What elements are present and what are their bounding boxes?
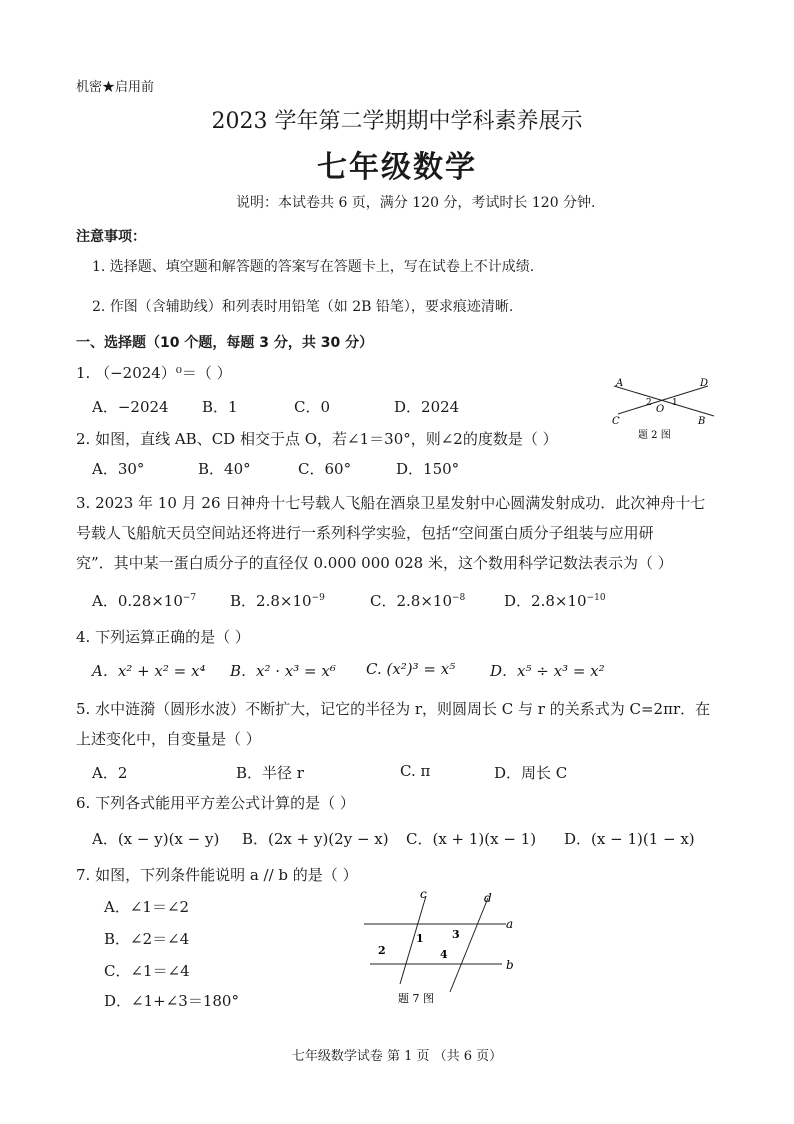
label-c: C (612, 416, 620, 427)
label-d: D (700, 378, 709, 389)
question-6-stem: 6. 下列各式能用平方差公式计算的是（ ） (76, 794, 355, 812)
q2-option-d: D．150° (396, 460, 460, 478)
angle-4-label: 4 (440, 948, 448, 961)
angle-1-label: 1 (672, 398, 678, 408)
notice-heading: 注意事项： (76, 229, 146, 245)
notice-item-2: 2. 作图（含辅助线）和列表时用铅笔（如 2B 铅笔），要求痕迹清晰. (92, 299, 514, 315)
q7-option-c: C．∠1＝∠4 (104, 962, 190, 980)
q2-figure (604, 372, 722, 444)
q1-option-d: D．2024 (394, 398, 460, 416)
label-c: c (420, 888, 427, 901)
q1-option-b: B．1 (202, 398, 238, 416)
q5-option-c: C. π (400, 762, 431, 780)
exam-info: 说明：本试卷共 6 页，满分 120 分，考试时长 120 分钟. (236, 195, 596, 211)
q3-option-b: B．$2.8\times 10^{-9}$ (230, 592, 325, 610)
q7-figure (360, 888, 530, 1008)
q2-option-a: A．30° (92, 460, 145, 478)
angle-2-label: 2 (378, 944, 386, 957)
q5-option-b: B．半径 r (236, 764, 304, 782)
question-4-stem: 4. 下列运算正确的是（ ） (76, 628, 250, 646)
q7-option-d: D．∠1+∠3＝180° (104, 992, 239, 1010)
angle-2-label: 2 (646, 398, 652, 408)
subject-title: 七年级数学 (317, 150, 477, 185)
q7-figure-caption: 题 7 图 (398, 992, 434, 1005)
q2-option-c: C．60° (298, 460, 352, 478)
q2-figure-caption: 题 2 图 (638, 430, 671, 441)
label-a: A (616, 378, 624, 389)
q4-option-c: C. (x²)³ = x⁵ (366, 660, 456, 678)
angle-1-label: 1 (416, 932, 424, 945)
notice-item-1: 1. 选择题、填空题和解答题的答案写在答题卡上，写在试卷上不计成绩. (92, 259, 535, 275)
q3-option-a: A．$0.28\times 10^{-7}$ (92, 592, 197, 610)
question-5-line-2: 上述变化中，自变量是（ ） (76, 730, 261, 748)
q4-option-b: B．x² · x³ = x⁶ (230, 662, 336, 680)
question-3-line-2: 号载人飞船航天员空间站还将进行一系列科学实验，包括“空间蛋白质分子组装与应用研 (76, 524, 654, 542)
question-3-line-3: 究”．其中某一蛋白质分子的直径仅 0.000 000 028 米，这个数用科学记数法表示为（ ） (76, 554, 673, 572)
q6-option-d: D．(x − 1)(1 − x) (564, 830, 695, 848)
label-a: a (506, 917, 514, 931)
q2-option-b: B．40° (198, 460, 251, 478)
page-footer: 七年级数学试卷 第 1 页 （共 6 页） (291, 1049, 503, 1064)
angle-3-label: 3 (452, 928, 460, 941)
q1-option-c: C．0 (294, 398, 331, 416)
q6-option-a: A．(x − y)(x − y) (92, 830, 220, 848)
q5-option-a: A．2 (92, 764, 128, 782)
q1-option-a: A．−2024 (92, 398, 169, 416)
exam-title: 2023 学年第二学期期中学科素养展示 (211, 109, 583, 134)
q3-option-d: D．$2.8\times 10^{-10}$ (504, 592, 606, 610)
label-b: B (698, 416, 706, 427)
section-title: 一、选择题（10 个题，每题 3 分，共 30 分） (76, 335, 374, 351)
question-2-stem: 2. 如图，直线 AB、CD 相交于点 O，若∠1＝30°，则∠2的度数是（ ） (76, 430, 558, 448)
confidential-label: 机密★启用前 (76, 80, 155, 95)
q5-option-d: D．周长 C (494, 764, 568, 782)
question-1-stem: 1. （−2024）⁰＝（ ） (76, 364, 232, 382)
q6-option-b: B．(2x + y)(2y − x) (242, 830, 389, 848)
question-7-stem: 7. 如图，下列条件能说明 a // b 的是（ ） (76, 866, 358, 884)
line-d (450, 898, 488, 992)
q7-option-b: B．∠2＝∠4 (104, 930, 190, 948)
q4-option-d: D．x⁵ ÷ x³ = x² (490, 662, 605, 680)
question-3-line-1: 3. 2023 年 10 月 26 日神舟十七号载人飞船在酒泉卫星发射中心圆满发射成功．此次神舟十七 (76, 494, 706, 512)
question-5-line-1: 5. 水中涟漪（圆形水波）不断扩大，记它的半径为 r，则圆周长 C 与 r 的关系式为 C=2πr．在 (76, 700, 711, 718)
q7-option-a: A．∠1＝∠2 (104, 898, 190, 916)
q3-option-c: C．$2.8\times 10^{-8}$ (370, 592, 466, 610)
q6-option-c: C．(x + 1)(x − 1) (406, 830, 537, 848)
q4-option-a: A．x² + x² = x⁴ (92, 662, 206, 680)
label-o: O (656, 404, 665, 415)
label-b: b (506, 958, 514, 972)
label-d: d (484, 891, 492, 905)
